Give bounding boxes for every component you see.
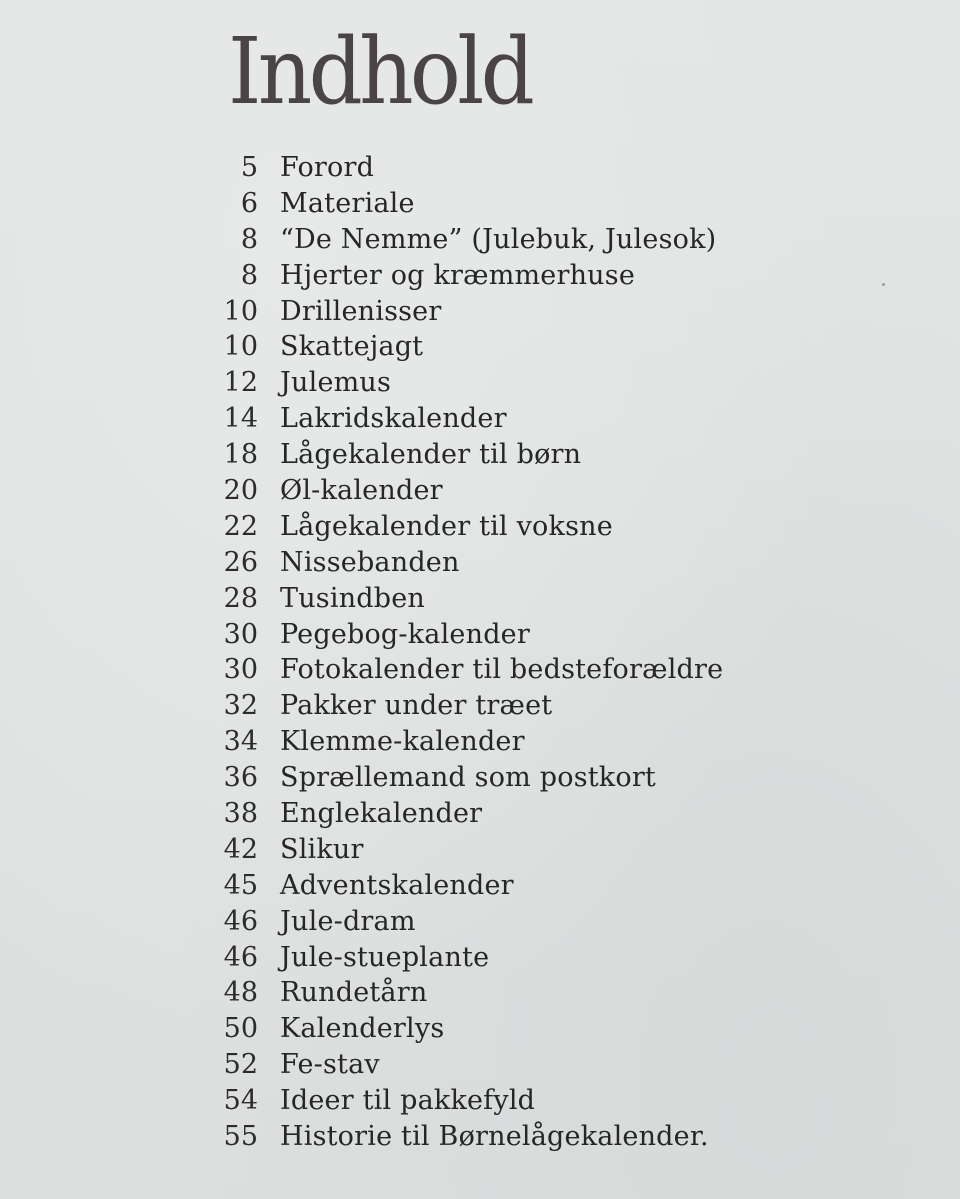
toc-entry bbox=[200, 365, 723, 401]
toc-entry-title: “De Nemme” (Julebuk, Julesok) bbox=[280, 223, 717, 255]
paper-speck bbox=[882, 283, 885, 286]
toc-page-number: 48 bbox=[223, 977, 258, 1009]
toc-entry-title: Forord bbox=[280, 152, 375, 183]
toc-entry-title: Fe-stav bbox=[280, 1049, 380, 1081]
toc-entry bbox=[200, 294, 723, 330]
toc-entry bbox=[200, 186, 723, 222]
toc-entry-title: Jule-stueplante bbox=[280, 941, 490, 973]
toc-entry-title: Sprællemand som postkort bbox=[280, 762, 656, 794]
toc-entry bbox=[200, 1047, 723, 1083]
toc-page-number: 18 bbox=[223, 439, 258, 471]
toc-entry-title: Lågekalender til børn bbox=[280, 439, 582, 471]
toc-entry bbox=[200, 1083, 723, 1119]
toc-entry bbox=[200, 581, 723, 617]
toc-entry-title: Hjerter og kræmmerhuse bbox=[280, 259, 635, 291]
toc-page-number: 6 bbox=[240, 187, 258, 219]
toc-entry-title: Tusindben bbox=[280, 582, 426, 614]
table-of-contents bbox=[200, 150, 723, 1155]
toc-entry bbox=[200, 832, 723, 868]
toc-entry-title: Fotokalender til bedsteforældre bbox=[280, 654, 724, 686]
toc-page-number: 46 bbox=[223, 905, 258, 937]
toc-page-number: 46 bbox=[223, 941, 258, 973]
toc-entry-title: Jule-dram bbox=[280, 905, 416, 937]
toc-entry-title: Englekalender bbox=[280, 798, 483, 830]
toc-entry bbox=[200, 904, 723, 940]
toc-page-number: 8 bbox=[240, 223, 258, 255]
toc-page-number: 20 bbox=[223, 475, 258, 507]
toc-entry bbox=[200, 652, 723, 688]
toc-entry-title: Pakker under træet bbox=[280, 690, 553, 722]
toc-page-number: 10 bbox=[223, 295, 258, 327]
toc-entry-title: Materiale bbox=[280, 187, 415, 219]
toc-entry-title: Lakridskalender bbox=[280, 403, 507, 435]
toc-entry-title: Klemme-kalender bbox=[280, 726, 525, 758]
toc-entry bbox=[200, 473, 723, 509]
toc-entry bbox=[200, 724, 723, 760]
toc-entry-title: Skattejagt bbox=[280, 331, 424, 363]
toc-entry-title: Rundetårn bbox=[280, 977, 428, 1009]
toc-page-number: 12 bbox=[223, 367, 258, 399]
toc-entry bbox=[200, 688, 723, 724]
toc-entry bbox=[200, 329, 723, 365]
toc-entry bbox=[200, 258, 723, 294]
toc-page-number: 32 bbox=[223, 690, 258, 722]
toc-page-number: 54 bbox=[223, 1085, 258, 1117]
toc-page-number: 36 bbox=[223, 762, 258, 794]
toc-page-number: 30 bbox=[223, 654, 258, 686]
toc-entry-title: Lågekalender til voksne bbox=[280, 510, 613, 542]
toc-page-number: 42 bbox=[223, 833, 258, 865]
toc-page-number: 50 bbox=[223, 1013, 258, 1045]
toc-entry bbox=[200, 222, 723, 258]
toc-page-number: 55 bbox=[223, 1121, 258, 1153]
toc-entry bbox=[200, 1011, 723, 1047]
toc-entry bbox=[200, 868, 723, 904]
toc-page-number: 34 bbox=[223, 726, 258, 758]
toc-entry-title: Øl-kalender bbox=[280, 475, 443, 507]
toc-entry-title: Adventskalender bbox=[280, 869, 514, 901]
toc-entry bbox=[200, 401, 723, 437]
toc-page-number: 28 bbox=[223, 582, 258, 614]
toc-entry bbox=[200, 509, 723, 545]
toc-page-number: 22 bbox=[223, 510, 258, 542]
toc-entry bbox=[200, 760, 723, 796]
toc-page-number: 26 bbox=[223, 546, 258, 578]
toc-entry bbox=[200, 545, 723, 581]
toc-entry-title: Kalenderlys bbox=[280, 1013, 445, 1045]
toc-entry-title: Historie til Børnelågekalender. bbox=[280, 1121, 709, 1153]
page-title: Indhold bbox=[228, 18, 532, 125]
toc-page-number: 5 bbox=[240, 152, 258, 183]
toc-entry-title: Slikur bbox=[280, 833, 364, 865]
toc-page-number: 10 bbox=[223, 331, 258, 363]
toc-page-number: 52 bbox=[223, 1049, 258, 1081]
toc-page-number: 45 bbox=[223, 869, 258, 901]
toc-entry bbox=[200, 617, 723, 653]
toc-page-number: 14 bbox=[223, 403, 258, 435]
toc-entry-title: Drillenisser bbox=[280, 295, 442, 327]
toc-entry bbox=[200, 150, 723, 186]
toc-entry bbox=[200, 975, 723, 1011]
toc-entry-title: Pegebog-kalender bbox=[280, 618, 530, 650]
toc-entry bbox=[200, 1119, 723, 1155]
toc-page-number: 38 bbox=[223, 798, 258, 830]
toc-page-number: 8 bbox=[240, 259, 258, 291]
toc-page-number: 30 bbox=[223, 618, 258, 650]
toc-entry bbox=[200, 437, 723, 473]
toc-entry-title: Nissebanden bbox=[280, 546, 460, 578]
toc-entry-title: Ideer til pakkefyld bbox=[280, 1085, 536, 1117]
toc-entry bbox=[200, 796, 723, 832]
toc-entry-title: Julemus bbox=[280, 367, 392, 399]
toc-entry bbox=[200, 940, 723, 976]
